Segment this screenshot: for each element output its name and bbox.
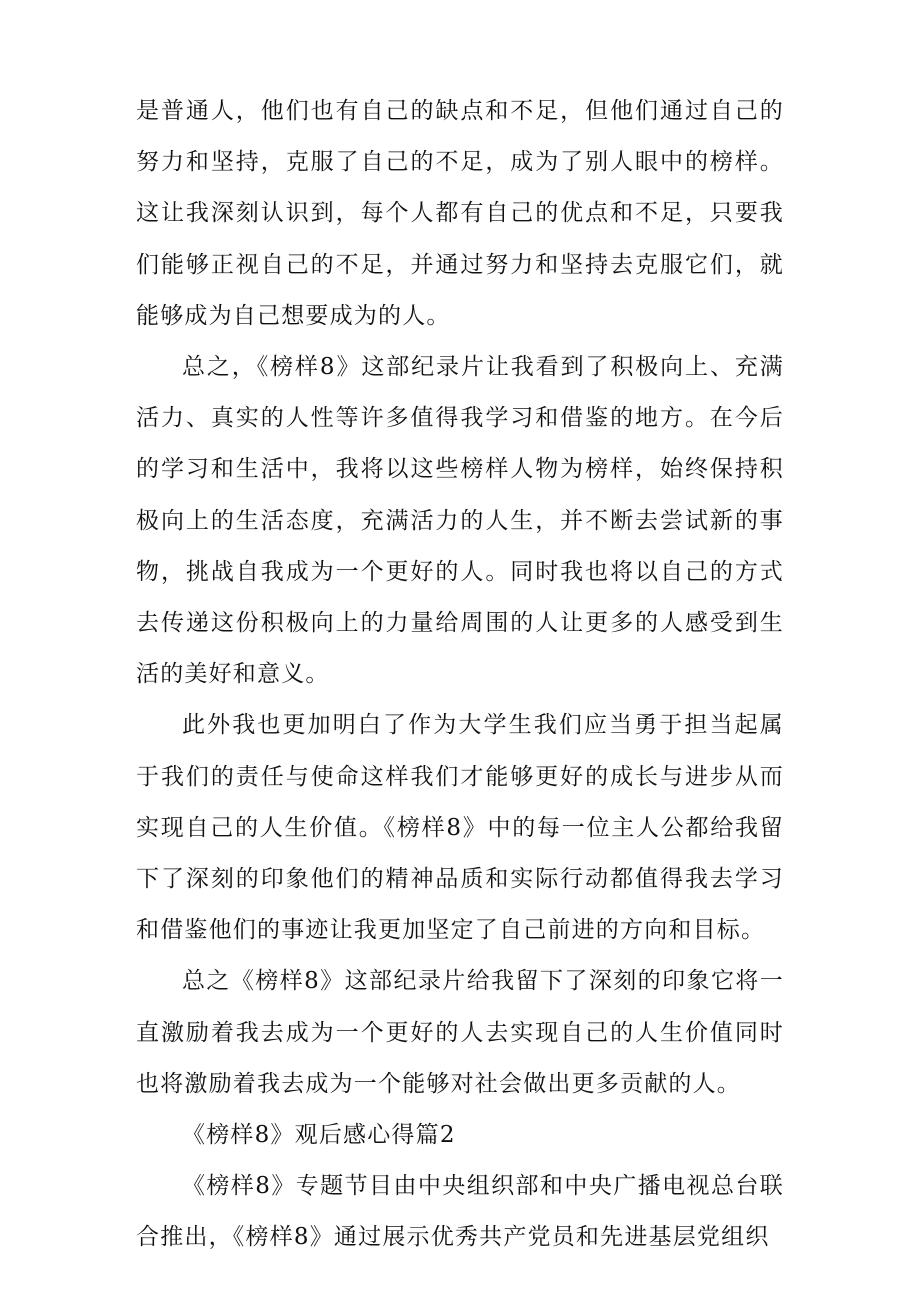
document-body	[136, 86, 784, 1264]
paragraph-conclusion: 总之《榜样8》这部纪录片给我留下了深刻的印象它将一直激励着我去成为一个更好的人去实现自己的人生价值同时也将激励着我去成为一个能够对社会做出更多贡献的人。	[136, 968, 784, 1097]
paragraph-responsibility: 此外我也更加明白了作为大学生我们应当勇于担当起属于我们的责任与使命这样我们才能够更好的成长与进步从而实现自己的人生价值。《榜样8》中的每一位主人公都给我留下了深刻的印象他们的精神品质和实际行动都值得我去学习和借鉴他们的事迹让我更加坚定了自己前进的方向和目标。	[136, 712, 784, 944]
paragraph-intro-section-2: 《榜样8》专题节目由中央组织部和中央广播电视总台联合推出，《榜样8》通过展示优秀共产党员和先进基层党组织	[136, 1173, 784, 1251]
paragraph-continuation: 是普通人，他们也有自己的缺点和不足，但他们通过自己的努力和坚持，克服了自己的不足，成为了别人眼中的榜样。这让我深刻认识到，每个人都有自己的优点和不足，只要我们能够正视自己的不足，并通过努力和坚持去克服它们，就能够成为自己想要成为的人。	[136, 98, 784, 329]
paragraph-summary: 总之，《榜样8》这部纪录片让我看到了积极向上、充满活力、真实的人性等许多值得我学习和借鉴的地方。在今后的学习和生活中，我将以这些榜样人物为榜样，始终保持积极向上的生活态度，充满活力的人生，并不断去尝试新的事物，挑战自我成为一个更好的人。同时我也将以自己的方式去传递这份积极向上的力量给周围的人让更多的人感受到生活的美好和意义。	[136, 354, 784, 688]
section-heading: 《榜样8》观后感心得篇2	[182, 1122, 456, 1149]
